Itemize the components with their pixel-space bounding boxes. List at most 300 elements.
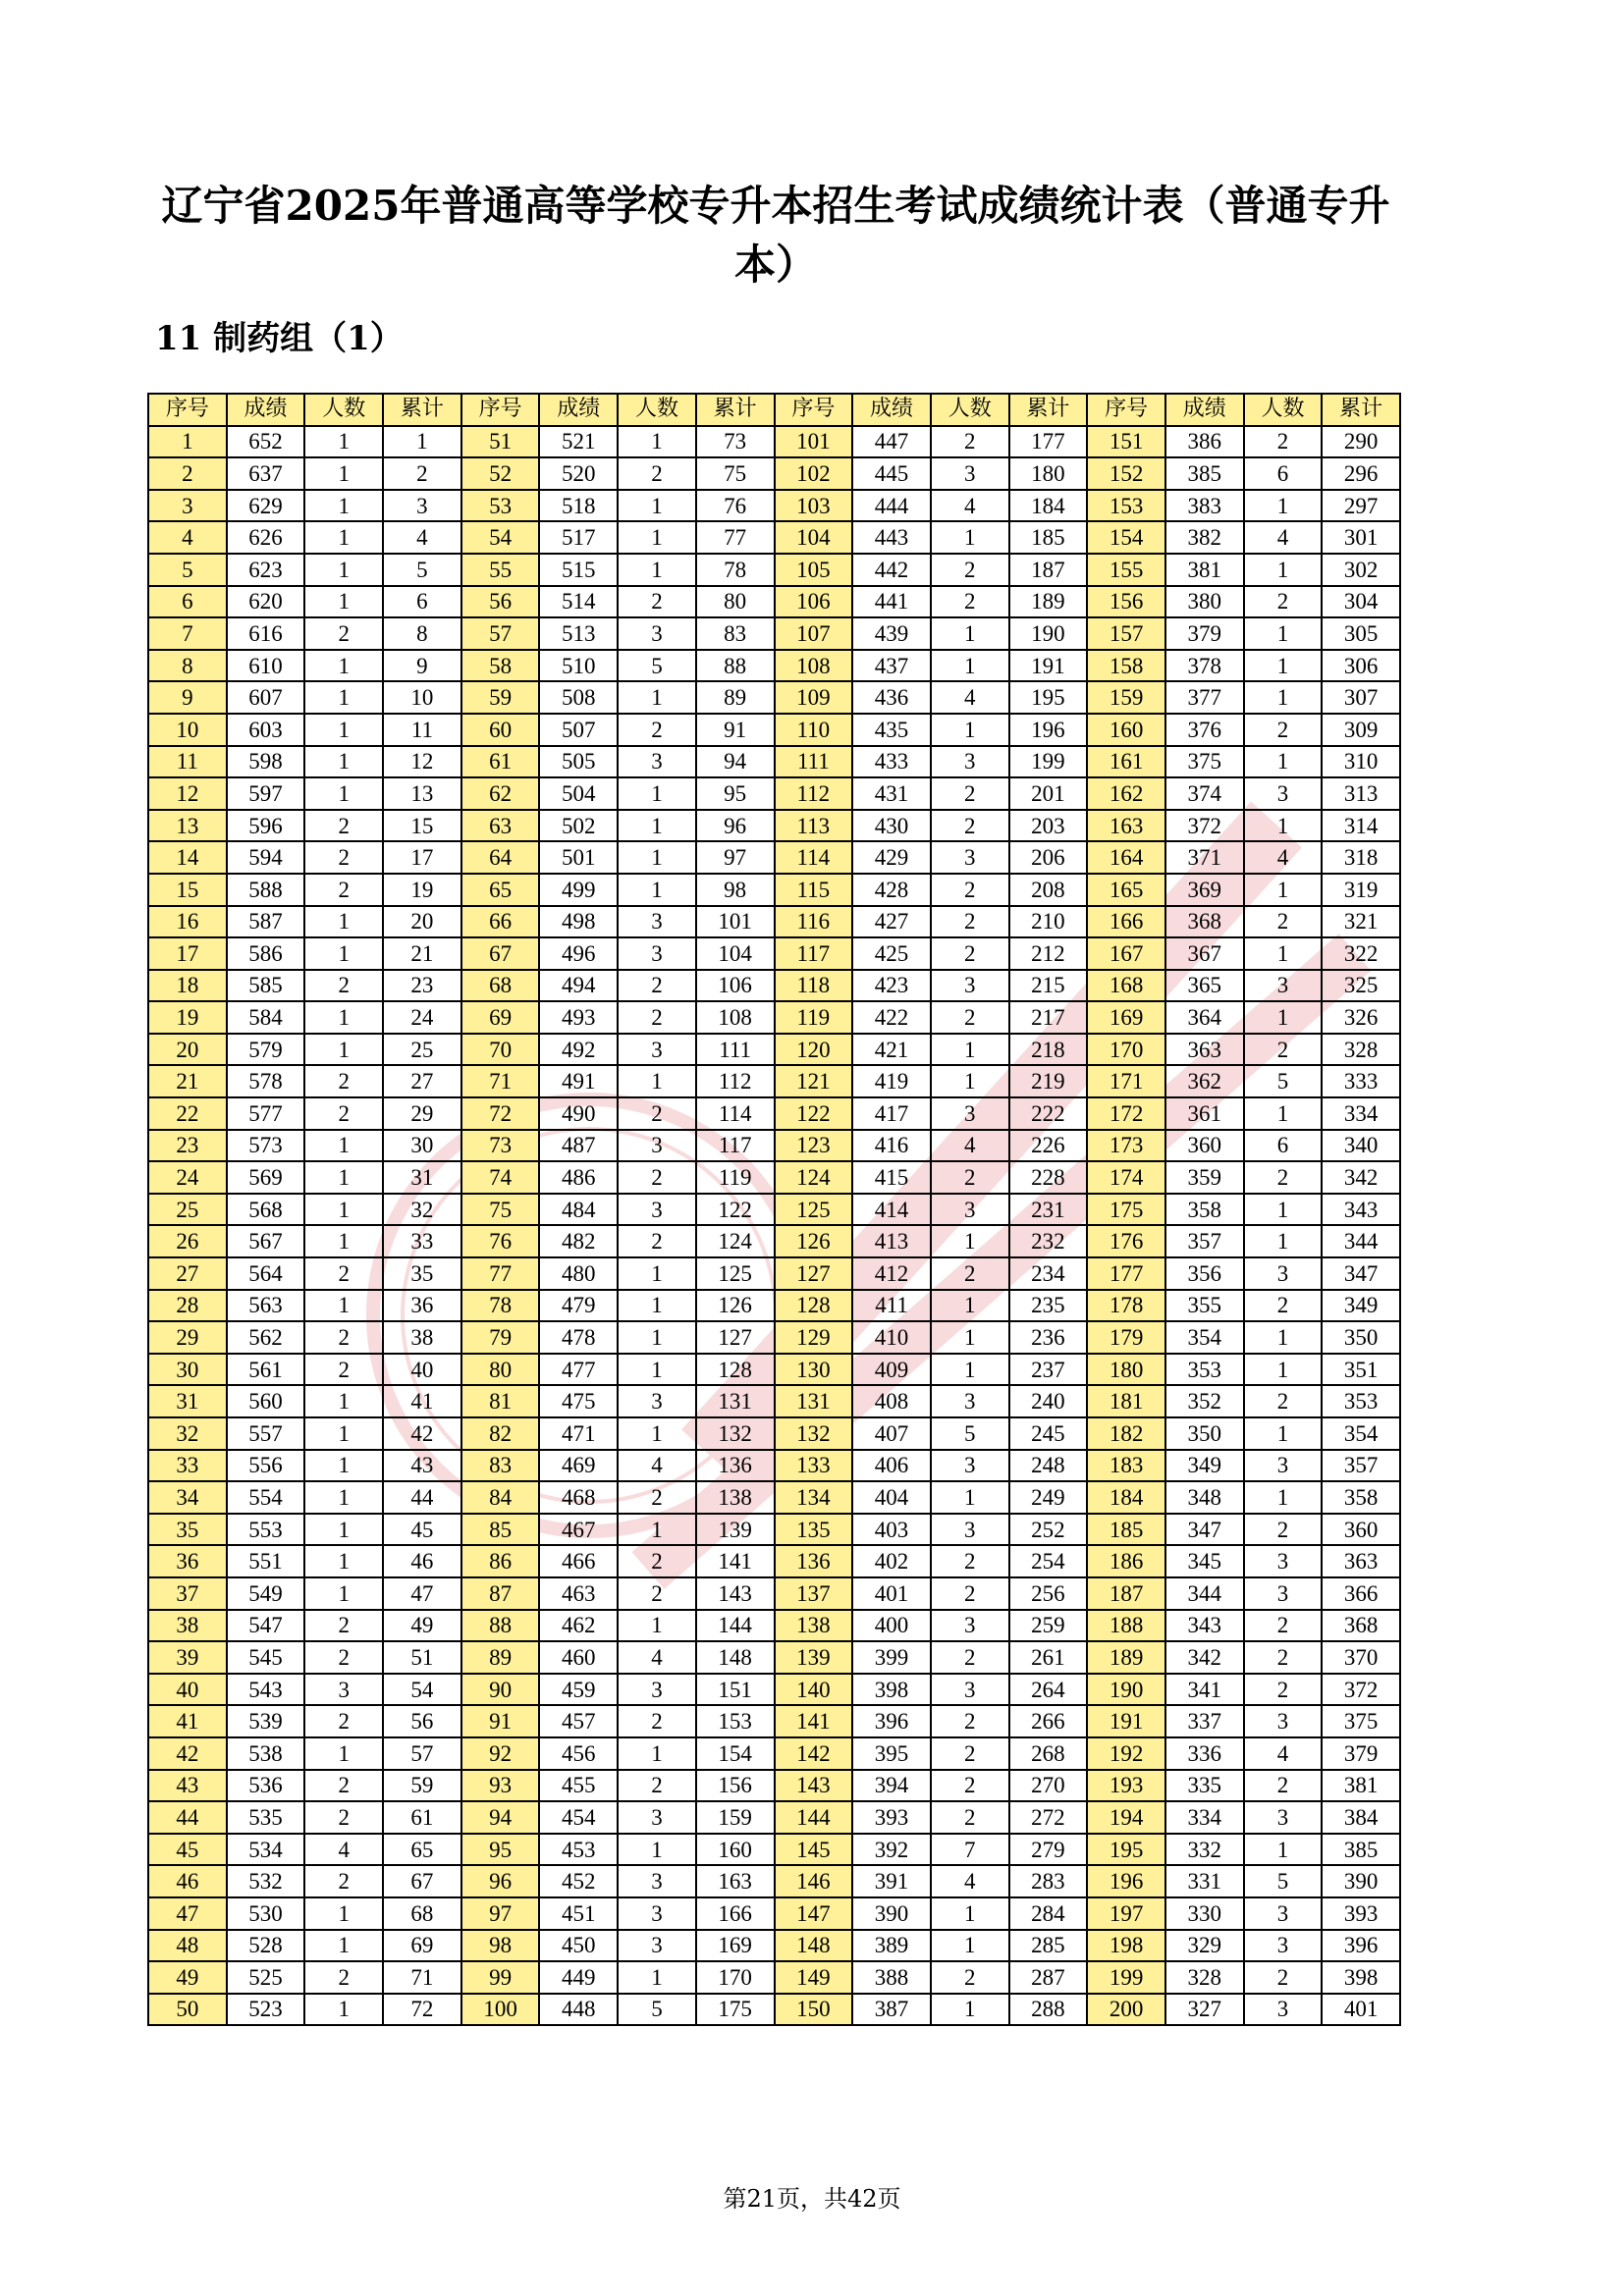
table-cell: 38 xyxy=(148,1610,227,1642)
table-cell: 226 xyxy=(1009,1130,1088,1162)
table-cell: 1 xyxy=(304,426,383,458)
table-cell: 16 xyxy=(148,906,227,938)
table-row xyxy=(148,1194,1400,1226)
table-cell: 159 xyxy=(1087,681,1165,714)
table-cell: 385 xyxy=(1322,1834,1400,1866)
table-cell: 144 xyxy=(696,1610,775,1642)
table-cell: 59 xyxy=(383,1770,461,1802)
table-cell: 1 xyxy=(1244,650,1323,682)
table-cell: 482 xyxy=(539,1225,618,1257)
table-cell: 175 xyxy=(696,1994,775,2026)
table-cell: 36 xyxy=(148,1545,227,1577)
table-cell: 184 xyxy=(1087,1481,1165,1514)
table-cell: 2 xyxy=(931,906,1009,938)
table-cell: 142 xyxy=(775,1737,853,1770)
table-cell: 391 xyxy=(852,1865,931,1897)
table-cell: 430 xyxy=(852,810,931,842)
table-cell: 5 xyxy=(618,1994,696,2026)
table-cell: 1 xyxy=(618,1290,696,1322)
table-cell: 198 xyxy=(1087,1930,1165,1962)
table-cell: 175 xyxy=(1087,1194,1165,1226)
table-cell: 1 xyxy=(304,1930,383,1962)
table-cell: 1 xyxy=(618,1417,696,1450)
table-cell: 1 xyxy=(304,1897,383,1930)
table-cell: 1 xyxy=(618,1610,696,1642)
table-cell: 10 xyxy=(148,714,227,746)
table-cell: 67 xyxy=(461,937,540,970)
table-cell: 393 xyxy=(852,1801,931,1834)
table-cell: 215 xyxy=(1009,970,1088,1002)
table-cell: 3 xyxy=(618,1897,696,1930)
table-cell: 3 xyxy=(1244,1801,1323,1834)
table-cell: 459 xyxy=(539,1674,618,1706)
table-cell: 139 xyxy=(696,1514,775,1546)
table-cell: 332 xyxy=(1165,1834,1244,1866)
table-cell: 17 xyxy=(383,841,461,874)
table-cell: 328 xyxy=(1165,1961,1244,1994)
table-cell: 59 xyxy=(461,681,540,714)
table-cell: 76 xyxy=(461,1225,540,1257)
table-cell: 180 xyxy=(1009,457,1088,490)
table-cell: 523 xyxy=(227,1994,305,2026)
table-cell: 441 xyxy=(852,586,931,618)
table-cell: 562 xyxy=(227,1321,305,1354)
table-cell: 1 xyxy=(304,1130,383,1162)
table-cell: 259 xyxy=(1009,1610,1088,1642)
table-cell: 147 xyxy=(775,1897,853,1930)
table-cell: 1 xyxy=(618,1737,696,1770)
table-cell: 144 xyxy=(775,1801,853,1834)
table-cell: 78 xyxy=(461,1290,540,1322)
table-cell: 3 xyxy=(618,937,696,970)
table-cell: 21 xyxy=(148,1065,227,1097)
table-cell: 4 xyxy=(1244,841,1323,874)
table-cell: 2 xyxy=(304,970,383,1002)
table-cell: 462 xyxy=(539,1610,618,1642)
table-cell: 22 xyxy=(148,1097,227,1130)
table-cell: 375 xyxy=(1165,746,1244,778)
table-cell: 400 xyxy=(852,1610,931,1642)
table-cell: 193 xyxy=(1087,1770,1165,1802)
table-cell: 456 xyxy=(539,1737,618,1770)
table-cell: 254 xyxy=(1009,1545,1088,1577)
table-cell: 536 xyxy=(227,1770,305,1802)
table-cell: 3 xyxy=(618,617,696,650)
table-cell: 27 xyxy=(383,1065,461,1097)
table-cell: 155 xyxy=(1087,554,1165,586)
table-cell: 111 xyxy=(775,746,853,778)
table-cell: 398 xyxy=(1322,1961,1400,1994)
table-cell: 199 xyxy=(1087,1961,1165,1994)
table-cell: 443 xyxy=(852,521,931,554)
table-cell: 514 xyxy=(539,586,618,618)
table-cell: 1 xyxy=(618,681,696,714)
table-cell: 401 xyxy=(1322,1994,1400,2026)
table-cell: 1 xyxy=(618,1961,696,1994)
table-cell: 3 xyxy=(1244,1577,1323,1610)
table-cell: 1 xyxy=(618,1834,696,1866)
table-row xyxy=(148,1065,1400,1097)
table-cell: 623 xyxy=(227,554,305,586)
table-cell: 494 xyxy=(539,970,618,1002)
table-cell: 83 xyxy=(461,1450,540,1482)
table-cell: 125 xyxy=(696,1257,775,1290)
table-cell: 218 xyxy=(1009,1034,1088,1066)
table-cell: 587 xyxy=(227,906,305,938)
table-cell: 345 xyxy=(1165,1545,1244,1577)
table-cell: 35 xyxy=(148,1514,227,1546)
table-cell: 121 xyxy=(775,1065,853,1097)
table-cell: 335 xyxy=(1165,1770,1244,1802)
table-cell: 409 xyxy=(852,1354,931,1386)
table-cell: 163 xyxy=(696,1865,775,1897)
table-cell: 496 xyxy=(539,937,618,970)
table-cell: 187 xyxy=(1087,1577,1165,1610)
table-cell: 61 xyxy=(461,746,540,778)
table-cell: 2 xyxy=(304,617,383,650)
table-cell: 29 xyxy=(148,1321,227,1354)
table-cell: 34 xyxy=(148,1481,227,1514)
table-cell: 414 xyxy=(852,1194,931,1226)
table-row xyxy=(148,937,1400,970)
table-cell: 353 xyxy=(1322,1385,1400,1417)
table-cell: 13 xyxy=(148,810,227,842)
table-cell: 467 xyxy=(539,1514,618,1546)
table-cell: 353 xyxy=(1165,1354,1244,1386)
table-cell: 1 xyxy=(304,714,383,746)
table-cell: 166 xyxy=(1087,906,1165,938)
table-cell: 327 xyxy=(1165,1994,1244,2026)
table-cell: 2 xyxy=(1244,1641,1323,1674)
table-row xyxy=(148,617,1400,650)
table-cell: 442 xyxy=(852,554,931,586)
table-cell: 11 xyxy=(148,746,227,778)
table-row xyxy=(148,1610,1400,1642)
table-cell: 127 xyxy=(775,1257,853,1290)
table-cell: 29 xyxy=(383,1097,461,1130)
table-cell: 77 xyxy=(696,521,775,554)
table-cell: 10 xyxy=(383,681,461,714)
table-cell: 1 xyxy=(148,426,227,458)
table-cell: 329 xyxy=(1165,1930,1244,1962)
table-cell: 136 xyxy=(696,1450,775,1482)
table-cell: 44 xyxy=(383,1481,461,1514)
table-cell: 444 xyxy=(852,490,931,522)
table-cell: 185 xyxy=(1087,1514,1165,1546)
table-cell: 65 xyxy=(383,1834,461,1866)
table-cell: 318 xyxy=(1322,841,1400,874)
table-cell: 2 xyxy=(304,810,383,842)
table-cell: 2 xyxy=(618,586,696,618)
table-cell: 32 xyxy=(148,1417,227,1450)
table-cell: 89 xyxy=(696,681,775,714)
table-cell: 305 xyxy=(1322,617,1400,650)
table-cell: 235 xyxy=(1009,1290,1088,1322)
table-cell: 1 xyxy=(1244,1001,1323,1034)
table-cell: 68 xyxy=(383,1897,461,1930)
table-cell: 92 xyxy=(461,1737,540,1770)
table-cell: 334 xyxy=(1322,1097,1400,1130)
table-cell: 378 xyxy=(1165,650,1244,682)
table-cell: 2 xyxy=(618,1481,696,1514)
table-cell: 47 xyxy=(148,1897,227,1930)
table-row xyxy=(148,1097,1400,1130)
table-row xyxy=(148,746,1400,778)
table-cell: 195 xyxy=(1009,681,1088,714)
table-cell: 236 xyxy=(1009,1321,1088,1354)
table-cell: 1 xyxy=(383,426,461,458)
table-cell: 14 xyxy=(148,841,227,874)
table-cell: 1 xyxy=(1244,681,1323,714)
column-header: 序号 xyxy=(461,394,540,426)
table-cell: 194 xyxy=(1087,1801,1165,1834)
table-cell: 448 xyxy=(539,1994,618,2026)
table-cell: 264 xyxy=(1009,1674,1088,1706)
table-cell: 132 xyxy=(775,1417,853,1450)
table-cell: 547 xyxy=(227,1610,305,1642)
table-cell: 2 xyxy=(931,554,1009,586)
table-cell: 370 xyxy=(1322,1641,1400,1674)
table-cell: 394 xyxy=(852,1770,931,1802)
table-cell: 1 xyxy=(304,1034,383,1066)
table-cell: 543 xyxy=(227,1674,305,1706)
table-cell: 72 xyxy=(383,1994,461,2026)
table-cell: 272 xyxy=(1009,1801,1088,1834)
table-cell: 439 xyxy=(852,617,931,650)
table-cell: 189 xyxy=(1087,1641,1165,1674)
table-cell: 1 xyxy=(618,874,696,906)
table-row xyxy=(148,1034,1400,1066)
column-header: 累计 xyxy=(1009,394,1088,426)
table-cell: 1 xyxy=(304,1194,383,1226)
table-cell: 333 xyxy=(1322,1065,1400,1097)
table-cell: 145 xyxy=(775,1834,853,1866)
table-cell: 152 xyxy=(1087,457,1165,490)
table-cell: 36 xyxy=(383,1290,461,1322)
table-cell: 141 xyxy=(775,1705,853,1737)
table-cell: 118 xyxy=(775,970,853,1002)
table-cell: 2 xyxy=(931,1577,1009,1610)
table-cell: 18 xyxy=(148,970,227,1002)
table-cell: 395 xyxy=(852,1737,931,1770)
table-cell: 231 xyxy=(1009,1194,1088,1226)
table-row xyxy=(148,1897,1400,1930)
table-cell: 134 xyxy=(775,1481,853,1514)
table-cell: 358 xyxy=(1165,1194,1244,1226)
table-cell: 102 xyxy=(775,457,853,490)
table-cell: 1 xyxy=(1244,1097,1323,1130)
table-cell: 119 xyxy=(775,1001,853,1034)
table-cell: 137 xyxy=(775,1577,853,1610)
table-cell: 116 xyxy=(775,906,853,938)
table-cell: 2 xyxy=(304,1610,383,1642)
table-cell: 457 xyxy=(539,1705,618,1737)
table-cell: 363 xyxy=(1165,1034,1244,1066)
table-cell: 3 xyxy=(931,746,1009,778)
table-cell: 521 xyxy=(539,426,618,458)
table-cell: 1 xyxy=(304,554,383,586)
table-cell: 2 xyxy=(304,1705,383,1737)
table-cell: 3 xyxy=(1244,1994,1323,2026)
table-cell: 379 xyxy=(1165,617,1244,650)
table-cell: 38 xyxy=(383,1321,461,1354)
table-row xyxy=(148,970,1400,1002)
table-cell: 91 xyxy=(461,1705,540,1737)
table-cell: 380 xyxy=(1165,586,1244,618)
table-cell: 435 xyxy=(852,714,931,746)
table-cell: 5 xyxy=(931,1417,1009,1450)
table-row xyxy=(148,521,1400,554)
table-cell: 415 xyxy=(852,1161,931,1194)
table-cell: 2 xyxy=(618,1001,696,1034)
table-cell: 171 xyxy=(1087,1065,1165,1097)
table-cell: 429 xyxy=(852,841,931,874)
table-cell: 425 xyxy=(852,937,931,970)
table-cell: 357 xyxy=(1165,1225,1244,1257)
table-cell: 173 xyxy=(1087,1130,1165,1162)
table-cell: 153 xyxy=(1087,490,1165,522)
table-cell: 610 xyxy=(227,650,305,682)
table-cell: 70 xyxy=(461,1034,540,1066)
table-cell: 135 xyxy=(775,1514,853,1546)
table-cell: 81 xyxy=(461,1385,540,1417)
table-cell: 138 xyxy=(775,1610,853,1642)
table-row xyxy=(148,1577,1400,1610)
table-cell: 283 xyxy=(1009,1865,1088,1897)
table-cell: 219 xyxy=(1009,1065,1088,1097)
table-cell: 1 xyxy=(931,1354,1009,1386)
table-cell: 3 xyxy=(618,1801,696,1834)
table-cell: 40 xyxy=(148,1674,227,1706)
page-title: 辽宁省2025年普通高等学校专升本招生考试成绩统计表（普通专升本） xyxy=(161,182,1390,289)
table-cell: 2 xyxy=(931,1801,1009,1834)
table-cell: 410 xyxy=(852,1321,931,1354)
table-cell: 98 xyxy=(461,1930,540,1962)
table-cell: 347 xyxy=(1322,1257,1400,1290)
table-cell: 41 xyxy=(383,1385,461,1417)
table-cell: 9 xyxy=(148,681,227,714)
table-cell: 513 xyxy=(539,617,618,650)
table-cell: 104 xyxy=(775,521,853,554)
table-cell: 321 xyxy=(1322,906,1400,938)
table-cell: 185 xyxy=(1009,521,1088,554)
table-cell: 568 xyxy=(227,1194,305,1226)
table-cell: 652 xyxy=(227,426,305,458)
table-cell: 25 xyxy=(383,1034,461,1066)
table-cell: 122 xyxy=(696,1194,775,1226)
table-cell: 287 xyxy=(1009,1961,1088,1994)
table-cell: 33 xyxy=(383,1225,461,1257)
column-header: 成绩 xyxy=(1165,394,1244,426)
table-cell: 197 xyxy=(1087,1897,1165,1930)
table-cell: 416 xyxy=(852,1130,931,1162)
table-cell: 399 xyxy=(852,1641,931,1674)
table-cell: 326 xyxy=(1322,1001,1400,1034)
table-cell: 2 xyxy=(931,1545,1009,1577)
table-cell: 1 xyxy=(931,650,1009,682)
table-cell: 3 xyxy=(931,457,1009,490)
table-cell: 191 xyxy=(1087,1705,1165,1737)
table-cell: 285 xyxy=(1009,1930,1088,1962)
table-cell: 101 xyxy=(775,426,853,458)
table-cell: 3 xyxy=(618,1194,696,1226)
table-row xyxy=(148,1674,1400,1706)
table-cell: 2 xyxy=(1244,1161,1323,1194)
table-cell: 493 xyxy=(539,1001,618,1034)
page-footer: 第21页，共42页 xyxy=(723,2185,901,2213)
table-cell: 217 xyxy=(1009,1001,1088,1034)
table-row xyxy=(148,1290,1400,1322)
table-cell: 2 xyxy=(618,970,696,1002)
table-cell: 1 xyxy=(304,1481,383,1514)
table-cell: 191 xyxy=(1009,650,1088,682)
table-cell: 51 xyxy=(383,1641,461,1674)
table-cell: 499 xyxy=(539,874,618,906)
table-cell: 157 xyxy=(1087,617,1165,650)
table-cell: 344 xyxy=(1322,1225,1400,1257)
table-cell: 396 xyxy=(852,1705,931,1737)
table-cell: 343 xyxy=(1165,1610,1244,1642)
table-cell: 23 xyxy=(148,1130,227,1162)
table-cell: 385 xyxy=(1165,457,1244,490)
table-cell: 417 xyxy=(852,1097,931,1130)
table-cell: 349 xyxy=(1322,1290,1400,1322)
table-cell: 179 xyxy=(1087,1321,1165,1354)
table-cell: 63 xyxy=(461,810,540,842)
table-cell: 4 xyxy=(383,521,461,554)
table-cell: 368 xyxy=(1322,1610,1400,1642)
table-row xyxy=(148,1865,1400,1897)
table-cell: 392 xyxy=(852,1834,931,1866)
table-cell: 132 xyxy=(696,1417,775,1450)
table-cell: 2 xyxy=(931,937,1009,970)
table-cell: 596 xyxy=(227,810,305,842)
table-cell: 469 xyxy=(539,1450,618,1482)
table-cell: 319 xyxy=(1322,874,1400,906)
table-cell: 42 xyxy=(148,1737,227,1770)
table-cell: 28 xyxy=(148,1290,227,1322)
table-cell: 167 xyxy=(1087,937,1165,970)
table-cell: 296 xyxy=(1322,457,1400,490)
table-cell: 51 xyxy=(461,426,540,458)
table-cell: 130 xyxy=(775,1354,853,1386)
table-cell: 1 xyxy=(1244,874,1323,906)
table-cell: 106 xyxy=(775,586,853,618)
table-cell: 3 xyxy=(1244,1705,1323,1737)
table-cell: 2 xyxy=(931,810,1009,842)
table-cell: 355 xyxy=(1165,1290,1244,1322)
table-cell: 3 xyxy=(931,1097,1009,1130)
table-cell: 437 xyxy=(852,650,931,682)
table-cell: 330 xyxy=(1165,1897,1244,1930)
table-cell: 484 xyxy=(539,1194,618,1226)
table-cell: 166 xyxy=(696,1897,775,1930)
table-cell: 24 xyxy=(383,1001,461,1034)
table-cell: 228 xyxy=(1009,1161,1088,1194)
table-cell: 45 xyxy=(148,1834,227,1866)
table-cell: 455 xyxy=(539,1770,618,1802)
table-cell: 404 xyxy=(852,1481,931,1514)
table-cell: 502 xyxy=(539,810,618,842)
table-cell: 114 xyxy=(775,841,853,874)
table-row xyxy=(148,1545,1400,1577)
table-cell: 128 xyxy=(775,1290,853,1322)
table-cell: 80 xyxy=(696,586,775,618)
table-cell: 153 xyxy=(696,1705,775,1737)
table-cell: 579 xyxy=(227,1034,305,1066)
table-cell: 387 xyxy=(852,1994,931,2026)
column-header: 成绩 xyxy=(852,394,931,426)
